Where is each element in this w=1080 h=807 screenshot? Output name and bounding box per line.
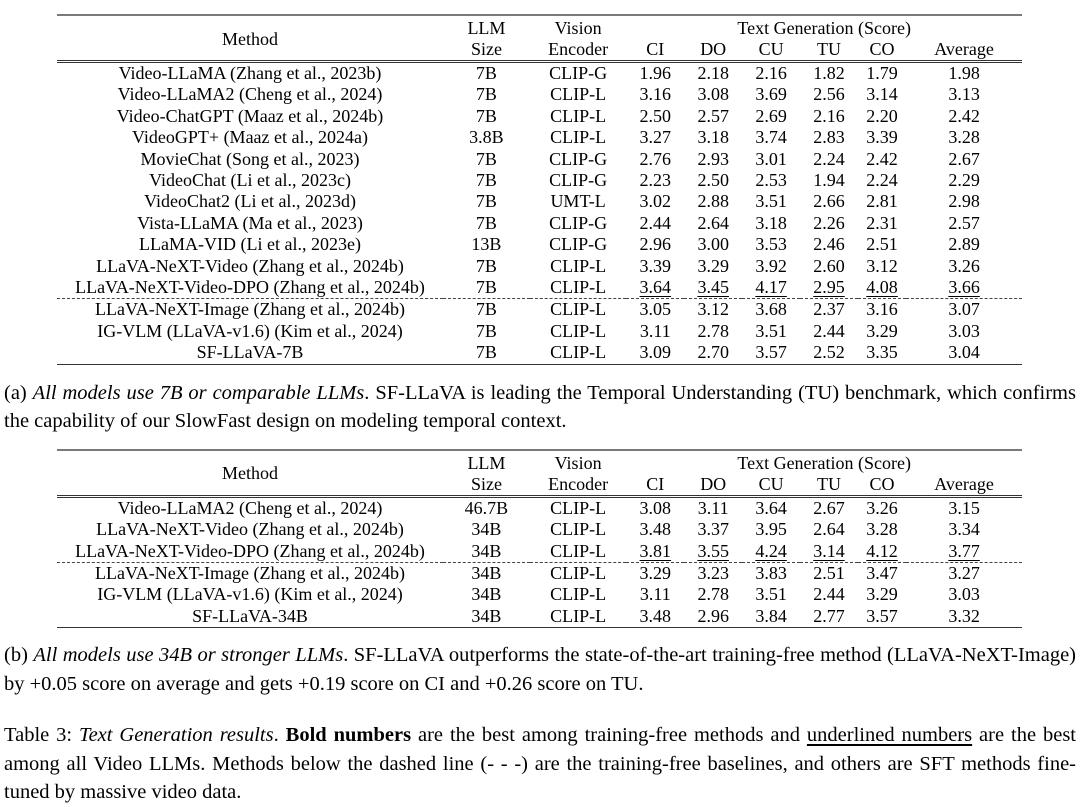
method-cell: SF-LLaVA-7B	[57, 342, 443, 364]
vision-encoder-cell: CLIP-L	[550, 519, 607, 540]
vision-encoder-cell: CLIP-L	[550, 497, 607, 518]
caption-segment: underlined numbers	[806, 724, 973, 747]
llm-size-cell: 13B	[471, 234, 502, 255]
score-cell: 3.37	[697, 519, 729, 540]
llm-size-header-line1: LLM	[467, 18, 506, 38]
average-score-cell: 3.28	[948, 127, 980, 148]
score-cell: 2.56	[813, 84, 845, 105]
table-body	[57, 496, 1022, 627]
score-cell: 2.42	[866, 148, 898, 169]
score-cell: 3.47	[866, 562, 898, 583]
score-cell: 3.11	[639, 584, 671, 605]
score-cell: 2.81	[866, 191, 898, 212]
score-cell: 2.16	[813, 105, 845, 126]
llm-size-cell: 34B	[471, 562, 502, 583]
score-cell: 3.48	[639, 519, 672, 540]
llm-size-cell: 7B	[443, 342, 530, 364]
average-score-cell: 2.29	[948, 170, 980, 191]
table-row	[57, 519, 1022, 540]
score-cell: 3.53	[755, 234, 787, 255]
table-row	[57, 342, 1022, 364]
llm-size-cell: 7B	[475, 105, 497, 126]
caption-segment: Text Generation results	[79, 724, 274, 747]
llm-size-cell: 7B	[475, 63, 497, 83]
col-header-co: CO	[858, 474, 906, 497]
score-cell: 3.81	[626, 541, 684, 563]
llm-size-cell: 34B	[443, 606, 530, 628]
score-cell: 1.94	[813, 170, 845, 191]
vision-encoder-cell: CLIP-L	[550, 84, 607, 105]
method-cell: LLaVA-NeXT-Video-DPO (Zhang et al., 2024b)	[57, 541, 443, 563]
average-score-cell: 3.03	[948, 320, 980, 341]
average-score-cell: 3.26	[948, 255, 980, 276]
score-cell: 3.29	[866, 584, 898, 605]
table-row	[57, 256, 1022, 277]
method-cell: LLaVA-NeXT-Image (Zhang et al., 2024b)	[95, 299, 405, 320]
score-cell: 2.60	[813, 255, 845, 276]
average-score-cell: 3.04	[906, 342, 1022, 364]
score-cell: 2.88	[697, 191, 729, 212]
vision-encoder-cell: CLIP-L	[550, 105, 607, 126]
col-header-co: CO	[858, 39, 906, 62]
vision-encoder-cell: CLIP-L	[550, 299, 607, 320]
table-header	[57, 15, 1022, 62]
llm-size-header-line2: Size	[443, 474, 530, 497]
header-row-1	[57, 450, 1022, 474]
table-header	[57, 450, 1022, 497]
score-cell: 3.12	[866, 255, 898, 276]
score-cell: 3.16	[866, 299, 898, 320]
score-cell: 3.64	[755, 497, 787, 518]
average-score-cell: 3.15	[948, 497, 980, 518]
score-cell: 3.84	[742, 606, 800, 628]
score-cell: 3.51	[755, 584, 787, 605]
average-score-cell: 3.66	[906, 277, 1022, 299]
llm-size-cell: 3.8B	[469, 127, 504, 148]
method-column-header: Method	[57, 15, 443, 62]
score-cell: 3.29	[866, 320, 898, 341]
subcaption-b	[4, 641, 1076, 698]
score-cell: 2.44	[639, 212, 672, 233]
table-row	[57, 584, 1022, 605]
score-cell: 2.66	[813, 191, 845, 212]
caption-segment: (b)	[4, 644, 34, 667]
score-cell: 2.50	[639, 105, 672, 126]
average-score-cell: 2.98	[948, 191, 980, 212]
vision-encoder-cell: CLIP-L	[530, 277, 627, 299]
score-cell: 2.64	[813, 519, 845, 540]
score-cell: 2.93	[697, 148, 729, 169]
col-header-do: DO	[684, 39, 742, 62]
llm-size-cell: 34B	[471, 584, 502, 605]
score-cell: 2.24	[866, 170, 898, 191]
vision-encoder-cell: CLIP-G	[549, 234, 608, 255]
llm-size-cell: 7B	[475, 255, 497, 276]
table-row	[57, 170, 1022, 191]
score-cell: 3.74	[755, 127, 787, 148]
score-cell: 3.11	[639, 320, 671, 341]
score-cell: 2.23	[639, 170, 672, 191]
vision-encoder-cell: CLIP-L	[550, 255, 607, 276]
score-cell: 4.24	[742, 541, 800, 563]
method-cell: IG-VLM (LLaVA-v1.6) (Kim et al., 2024)	[97, 584, 403, 605]
table-row	[57, 62, 1022, 85]
header-row-1	[57, 15, 1022, 39]
score-cell: 3.55	[684, 541, 742, 563]
score-cell: 3.51	[755, 191, 787, 212]
col-header-average: Average	[906, 474, 1022, 497]
method-cell: LLaVA-NeXT-Image (Zhang et al., 2024b)	[95, 562, 405, 583]
score-cell: 2.46	[813, 234, 845, 255]
llm-size-header-line1: LLM	[467, 452, 506, 473]
text-generation-group-header: Text Generation (Score)	[737, 452, 912, 473]
caption-segment: are the best among all Video LLMs. Methods below the dashed line (- - -) are the training-free baselines, and others are SFT methods fine-tuned by massive video data.	[4, 724, 1077, 804]
score-cell: 2.51	[866, 234, 898, 255]
score-cell: 2.51	[813, 562, 845, 583]
llm-size-cell: 7B	[475, 148, 497, 169]
table-row	[57, 299, 1022, 321]
caption-segment: Bold numbers	[285, 724, 412, 747]
caption-segment: Table 3:	[4, 724, 80, 747]
score-cell: 2.18	[697, 63, 729, 83]
score-cell: 3.95	[755, 519, 787, 540]
score-cell: 2.57	[697, 105, 729, 126]
score-cell: 3.01	[755, 148, 787, 169]
llm-size-cell: 7B	[475, 191, 497, 212]
score-cell: 3.11	[697, 497, 729, 518]
average-score-cell: 3.77	[906, 541, 1022, 563]
score-cell: 3.08	[697, 84, 729, 105]
table-row	[57, 562, 1022, 584]
vision-encoder-header-line1: Vision	[554, 18, 602, 38]
table-row	[57, 496, 1022, 519]
method-cell: SF-LLaVA-34B	[57, 606, 443, 628]
average-score-cell: 1.98	[948, 63, 980, 83]
score-cell: 2.24	[813, 148, 845, 169]
score-cell: 3.26	[866, 497, 898, 518]
score-cell: 2.20	[866, 105, 898, 126]
score-cell: 3.29	[639, 562, 672, 583]
score-cell: 2.95	[800, 277, 858, 299]
score-cell: 2.52	[800, 342, 858, 364]
score-cell: 3.08	[639, 497, 672, 518]
vision-encoder-cell: CLIP-L	[530, 541, 627, 563]
method-cell: LLaMA-VID (Li et al., 2023e)	[139, 234, 361, 255]
vision-encoder-cell: CLIP-L	[530, 342, 627, 364]
method-cell: Video-LLaMA2 (Cheng et al., 2024)	[117, 84, 383, 105]
text-generation-group-header: Text Generation (Score)	[737, 18, 912, 38]
vision-encoder-cell: CLIP-L	[550, 584, 607, 605]
col-header-ci: CI	[626, 474, 684, 497]
score-cell: 3.23	[697, 562, 729, 583]
score-cell: 3.92	[755, 255, 787, 276]
score-cell: 3.27	[639, 127, 672, 148]
score-cell: 3.05	[639, 299, 672, 320]
vision-encoder-cell: CLIP-L	[550, 127, 607, 148]
llm-size-cell: 7B	[475, 320, 497, 341]
score-cell: 2.26	[813, 212, 845, 233]
table-3-caption	[4, 721, 1076, 807]
vision-encoder-cell: CLIP-L	[530, 606, 627, 628]
score-cell: 2.96	[639, 234, 672, 255]
vision-encoder-cell: CLIP-L	[550, 320, 607, 341]
vision-encoder-header-line2: Encoder	[530, 39, 627, 62]
score-cell: 2.78	[697, 320, 729, 341]
llm-size-cell: 7B	[475, 299, 497, 320]
llm-size-cell: 7B	[475, 212, 497, 233]
score-cell: 2.77	[800, 606, 858, 628]
method-cell: VideoGPT+ (Maaz et al., 2024a)	[132, 127, 368, 148]
vision-encoder-header-line2: Encoder	[530, 474, 627, 497]
results-table-34b	[57, 449, 1022, 628]
score-cell: 2.96	[684, 606, 742, 628]
vision-encoder-cell: CLIP-G	[549, 170, 608, 191]
table-row	[57, 541, 1022, 563]
col-header-do: DO	[684, 474, 742, 497]
average-score-cell: 2.57	[948, 212, 980, 233]
score-cell: 3.28	[866, 519, 898, 540]
score-cell: 4.08	[858, 277, 906, 299]
table-body	[57, 62, 1022, 365]
table-row	[57, 213, 1022, 234]
table-row	[57, 277, 1022, 299]
col-header-ci: CI	[626, 39, 684, 62]
score-cell: 4.17	[742, 277, 800, 299]
col-header-average: Average	[906, 39, 1022, 62]
score-cell: 1.82	[813, 63, 845, 83]
score-cell: 3.48	[626, 606, 684, 628]
col-header-tu: TU	[800, 39, 858, 62]
score-cell: 2.37	[813, 299, 845, 320]
subcaption-a	[4, 379, 1076, 436]
table-row	[57, 149, 1022, 170]
score-cell: 3.83	[755, 562, 787, 583]
score-cell: 3.14	[866, 84, 898, 105]
llm-size-cell: 34B	[443, 541, 530, 563]
method-cell: Vista-LLaMA (Ma et al., 2023)	[137, 212, 363, 233]
average-score-cell: 3.07	[948, 299, 980, 320]
score-cell: 1.79	[866, 63, 898, 83]
score-cell: 3.14	[800, 541, 858, 563]
score-cell: 2.16	[755, 63, 787, 83]
score-cell: 2.31	[866, 212, 898, 233]
col-header-cu: CU	[742, 39, 800, 62]
average-score-cell: 3.13	[948, 84, 980, 105]
method-cell: Video-LLaMA2 (Cheng et al., 2024)	[117, 497, 383, 518]
llm-size-cell: 7B	[475, 170, 497, 191]
table-row	[57, 234, 1022, 255]
score-cell: 2.50	[697, 170, 729, 191]
score-cell: 3.69	[755, 84, 787, 105]
score-cell: 4.12	[858, 541, 906, 563]
results-table-7b	[57, 14, 1022, 365]
caption-segment: . SF-LLaVA outperforms the state-of-the-art training-free method (LLaVA-NeXT-Image) by +0.05 score on average and gets +0.19 score on CI and +0.26 score on TU.	[4, 644, 1076, 695]
average-score-cell: 3.34	[948, 519, 980, 540]
method-cell: IG-VLM (LLaVA-v1.6) (Kim et al., 2024)	[97, 320, 403, 341]
caption-segment: .	[273, 724, 286, 747]
score-cell: 3.39	[866, 127, 898, 148]
average-score-cell: 3.03	[948, 584, 980, 605]
score-cell: 2.70	[684, 342, 742, 364]
table-row	[57, 106, 1022, 127]
table-row	[57, 606, 1022, 628]
method-cell: LLaVA-NeXT-Video (Zhang et al., 2024b)	[96, 255, 404, 276]
score-cell: 2.69	[755, 105, 787, 126]
caption-segment: . SF-LLaVA is leading the Temporal Understanding (TU) benchmark, which confirms the capability of our SlowFast design on modeling temporal context.	[4, 381, 1076, 433]
score-cell: 3.51	[755, 320, 787, 341]
average-score-cell: 2.89	[948, 234, 980, 255]
score-cell: 3.09	[626, 342, 684, 364]
score-cell: 3.57	[858, 606, 906, 628]
score-cell: 2.83	[813, 127, 845, 148]
average-score-cell: 3.32	[906, 606, 1022, 628]
method-cell: Video-LLaMA (Zhang et al., 2023b)	[118, 63, 382, 83]
score-cell: 2.44	[813, 584, 845, 605]
score-cell: 2.44	[813, 320, 845, 341]
col-header-tu: TU	[800, 474, 858, 497]
llm-size-cell: 46.7B	[464, 497, 509, 518]
llm-size-cell: 7B	[475, 84, 497, 105]
table-row	[57, 127, 1022, 148]
score-cell: 2.76	[639, 148, 672, 169]
score-cell: 2.78	[697, 584, 729, 605]
score-cell: 3.29	[697, 255, 729, 276]
method-cell: VideoChat2 (Li et al., 2023d)	[144, 191, 356, 212]
caption-segment: All models use 34B or stronger LLMs	[33, 644, 344, 667]
score-cell: 1.96	[639, 63, 672, 83]
average-score-cell: 3.27	[948, 562, 980, 583]
score-cell: 2.53	[755, 170, 787, 191]
average-score-cell: 2.42	[948, 105, 980, 126]
llm-size-cell: 7B	[443, 277, 530, 299]
method-cell: VideoChat (Li et al., 2023c)	[149, 170, 351, 191]
score-cell: 3.12	[697, 299, 729, 320]
llm-size-header-line2: Size	[443, 39, 530, 62]
score-cell: 3.02	[639, 191, 672, 212]
table-row	[57, 321, 1022, 342]
col-header-cu: CU	[742, 474, 800, 497]
llm-size-cell: 34B	[471, 519, 502, 540]
vision-encoder-cell: CLIP-G	[549, 212, 608, 233]
method-cell: Video-ChatGPT (Maaz et al., 2024b)	[116, 105, 384, 126]
method-cell: LLaVA-NeXT-Video-DPO (Zhang et al., 2024b)	[57, 277, 443, 299]
score-cell: 3.68	[755, 299, 787, 320]
score-cell: 3.45	[684, 277, 742, 299]
score-cell: 3.16	[639, 84, 672, 105]
score-cell: 2.67	[813, 497, 845, 518]
score-cell: 3.00	[697, 234, 729, 255]
table-row	[57, 84, 1022, 105]
vision-encoder-cell: UMT-L	[550, 191, 606, 212]
score-cell: 3.35	[858, 342, 906, 364]
method-cell: LLaVA-NeXT-Video (Zhang et al., 2024b)	[96, 519, 404, 540]
score-cell: 3.18	[697, 127, 729, 148]
caption-segment: are the best among training-free methods and	[411, 724, 807, 747]
caption-segment: All models use 7B or comparable LLMs	[32, 381, 365, 404]
method-column-header: Method	[57, 450, 443, 497]
caption-segment: (a)	[4, 381, 33, 404]
score-cell: 3.39	[639, 255, 672, 276]
vision-encoder-cell: CLIP-G	[549, 63, 608, 83]
average-score-cell: 2.67	[948, 148, 980, 169]
score-cell: 3.64	[626, 277, 684, 299]
score-cell: 2.64	[697, 212, 729, 233]
method-cell: MovieChat (Song et al., 2023)	[140, 148, 360, 169]
vision-encoder-cell: CLIP-G	[549, 148, 608, 169]
score-cell: 3.18	[755, 212, 787, 233]
vision-encoder-cell: CLIP-L	[550, 562, 607, 583]
score-cell: 3.57	[742, 342, 800, 364]
table-row	[57, 191, 1022, 212]
vision-encoder-header-line1: Vision	[554, 452, 602, 473]
